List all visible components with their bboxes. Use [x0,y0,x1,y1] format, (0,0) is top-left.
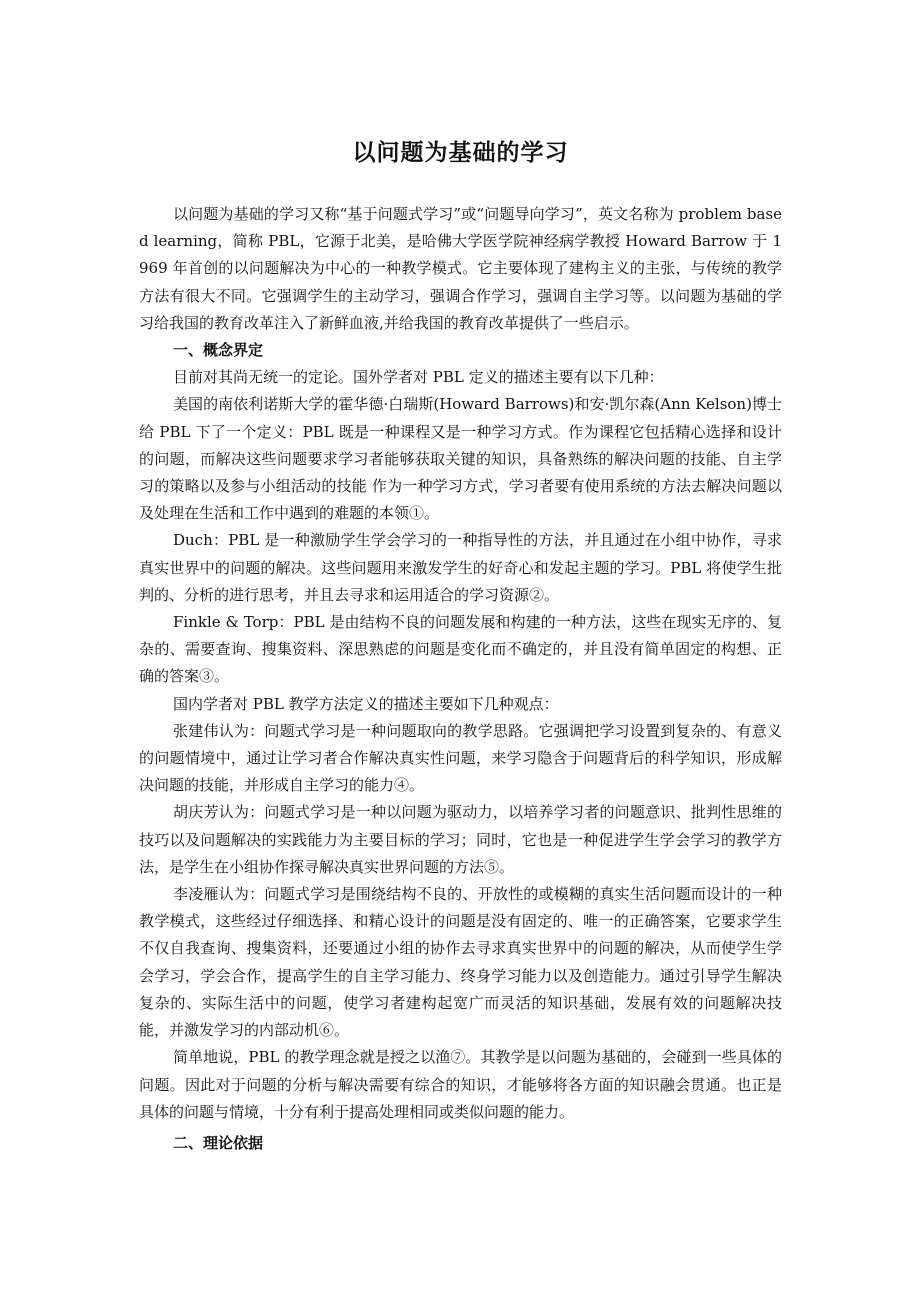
paragraph: 李凌雁认为：问题式学习是围绕结构不良的、开放性的或模糊的真实生活问题而设计的一种教学模式，这些经过仔细选择、和精心设计的问题是没有固定的、唯一的正确答案，它要求学生不仅自我查询、搜集资料，还要通过小组的协作去寻求真实世界中的问题的解决，从而使学生学会学习，学会合作，提高学生的自主学习能力、终身学习能力以及创造能力。通过引导学生解决复杂的、实际生活中的问题，使学习者建构起宽广而灵活的知识基础，发展有效的问题解决技能，并激发学习的内部动机⑥。 [139,885,782,1040]
document-page [139,138,782,1157]
paragraph: Finkle & Torp：PBL 是由结构不良的问题发展和构建的一种方法，这些在现实无序的、复杂的、需要查询、搜集资料、深思熟虑的问题是变化而不确定的，并且没有简单固定的构想、正确的答案③。 [139,613,782,686]
section-heading-theory: 二、理论依据 [173,1133,264,1152]
paragraph: Duch：PBL 是一种激励学生学会学习的一种指导性的方法，并且通过在小组中协作，寻求真实世界中的问题的解决。这些问题用来激发学生的好奇心和发起主题的学习。PBL 将使学生批判的、分析的进行思考，并且去寻求和运用适合的学习资源②。 [139,531,782,604]
paragraph: 简单地说，PBL 的教学理念就是授之以渔⑦。其教学是以问题为基础的，会碰到一些具体的问题。因此对于问题的分析与解决需要有综合的知识，才能够将各方面的知识融会贯通。也正是具体的问题与情境，十分有利于提高处理相同或类似问题的能力。 [139,1048,782,1121]
intro-paragraph: 以问题为基础的学习又称“基于问题式学习”或“问题导向学习”，英文名称为 problem based learning，简称 PBL，它源于北美，是哈佛大学医学院神经病学教授 Howard Barrow 于 1969 年首创的以问题解决为中心的一种教学模式。它主要体现了建构主义的主张，与传统的教学方法有很大不同。它强调学生的主动学习，强调合作学习，强调自主学习等。以问题为基础的学习给我国的教育改革注入了新鲜血液,并给我国的教育改革提供了一些启示。 [139,205,782,332]
document-title: 以问题为基础的学习 [352,140,569,166]
paragraph: 美国的南依利诺斯大学的霍华德·白瑞斯(Howard Barrows)和安·凯尔森(Ann Kelson)博士给 PBL 下了一个定义：PBL 既是一种课程又是一种学习方式。作为课程它包括精心选择和设计的问题，而解决这些问题要求学习者能够获取关键的知识，具备熟练的解决问题的技能、自主学习的策略以及参与小组活动的技能 作为一种学习方式，学习者要有使用系统的方法去解决问题以及处理在生活和工作中遇到的难题的本领①。 [139,395,782,523]
paragraph: 张建伟认为：问题式学习是一种问题取向的教学思路。它强调把学习设置到复杂的、有意义的问题情境中，通过让学习者合作解决真实性问题，来学习隐含于问题背后的科学知识，形成解决问题的技能，并形成自主学习的能力④。 [139,721,782,795]
paragraph: 胡庆芳认为：问题式学习是一种以问题为驱动力，以培养学习者的问题意识、批判性思维的技巧以及问题解决的实践能力为主要目标的学习；同时，它也是一种促进学生学会学习的教学方法，是学生在小组协作探寻解决真实世界问题的方法⑤。 [139,803,782,876]
section-heading-concept: 一、概念界定 [173,341,264,360]
paragraph: 目前对其尚无统一的定论。国外学者对 PBL 定义的描述主要有以下几种： [173,368,664,387]
paragraph: 国内学者对 PBL 教学方法定义的描述主要如下几种观点： [173,694,559,713]
